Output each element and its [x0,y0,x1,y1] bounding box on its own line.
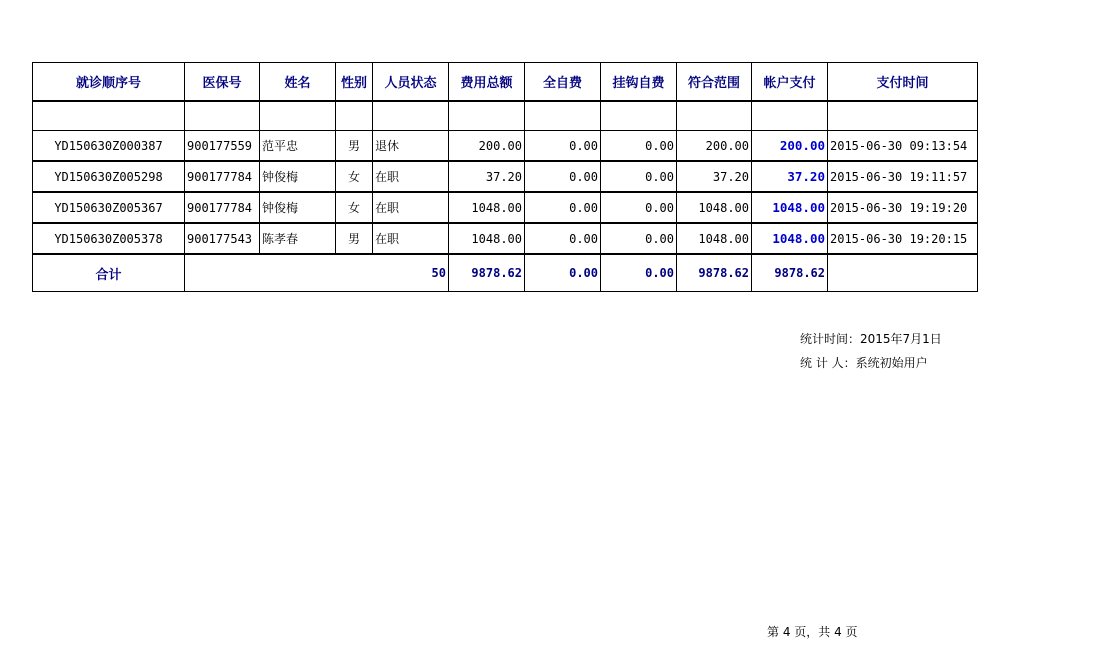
stat-time: 统计时间：2015年7月1日 [800,332,942,346]
col-header-in-scope: 符合范围 [677,63,752,102]
cell-in-scope: 1048.00 [677,192,752,223]
page-number: 第 4 页，共 4 页 [767,625,858,639]
totals-pay-time [828,254,978,292]
cell-visit-no: YD150630Z005298 [33,161,185,192]
cell-insurance-no: 900177784 [185,192,260,223]
cell-insurance-no: 900177559 [185,131,260,162]
cell-gender: 女 [336,161,373,192]
cell-total: 200.00 [449,131,525,162]
cell-insurance-no: 900177543 [185,223,260,254]
col-header-insurance-no: 医保号 [185,63,260,102]
table-row [33,223,978,254]
totals-self-pay: 0.00 [525,254,601,292]
totals-account-pay: 9878.62 [752,254,828,292]
cell-account-pay: 200.00 [752,131,828,162]
col-header-status: 人员状态 [373,63,449,102]
cell-self-pay: 0.00 [525,131,601,162]
cell-status: 退休 [373,131,449,162]
col-header-pay-time: 支付时间 [828,63,978,102]
cell-status: 在职 [373,223,449,254]
stat-person: 统 计 人：系统初始用户 [800,356,928,370]
cell-status: 在职 [373,192,449,223]
col-header-total: 费用总额 [449,63,525,102]
cell-total: 1048.00 [449,223,525,254]
cell-self-pay: 0.00 [525,192,601,223]
cell-name: 陈孝春 [260,223,336,254]
cell-total: 1048.00 [449,192,525,223]
cell-visit-no: YD150630Z005367 [33,192,185,223]
cell-name: 钟俊梅 [260,192,336,223]
totals-label: 合计 [33,254,185,292]
table-row [33,131,978,162]
cell-self-pay: 0.00 [525,223,601,254]
col-header-linked-self-pay: 挂钩自费 [601,63,677,102]
cell-gender: 男 [336,131,373,162]
cell-account-pay: 1048.00 [752,223,828,254]
col-header-account-pay: 帐户支付 [752,63,828,102]
cell-in-scope: 37.20 [677,161,752,192]
settlement-table [32,62,978,292]
col-header-self-pay: 全自费 [525,63,601,102]
totals-in-scope: 9878.62 [677,254,752,292]
cell-pay-time: 2015-06-30 19:19:20 [828,192,978,223]
table-row [33,161,978,192]
cell-account-pay: 37.20 [752,161,828,192]
cell-pay-time: 2015-06-30 09:13:54 [828,131,978,162]
cell-visit-no: YD150630Z000387 [33,131,185,162]
table-row [33,192,978,223]
cell-in-scope: 200.00 [677,131,752,162]
blank-row [33,101,978,131]
cell-name: 范平忠 [260,131,336,162]
cell-self-pay: 0.00 [525,161,601,192]
col-header-visit-no: 就诊顺序号 [33,63,185,102]
cell-gender: 男 [336,223,373,254]
cell-pay-time: 2015-06-30 19:11:57 [828,161,978,192]
cell-in-scope: 1048.00 [677,223,752,254]
cell-visit-no: YD150630Z005378 [33,223,185,254]
cell-linked-self-pay: 0.00 [601,131,677,162]
cell-total: 37.20 [449,161,525,192]
col-header-name: 姓名 [260,63,336,102]
totals-linked-self-pay: 0.00 [601,254,677,292]
cell-name: 钟俊梅 [260,161,336,192]
cell-pay-time: 2015-06-30 19:20:15 [828,223,978,254]
cell-gender: 女 [336,192,373,223]
col-header-gender: 性别 [336,63,373,102]
cell-linked-self-pay: 0.00 [601,223,677,254]
cell-status: 在职 [373,161,449,192]
totals-count: 50 [185,254,449,292]
cell-linked-self-pay: 0.00 [601,192,677,223]
totals-row [33,254,978,292]
cell-linked-self-pay: 0.00 [601,161,677,192]
cell-insurance-no: 900177784 [185,161,260,192]
header-row [33,63,978,102]
cell-account-pay: 1048.00 [752,192,828,223]
totals-total: 9878.62 [449,254,525,292]
